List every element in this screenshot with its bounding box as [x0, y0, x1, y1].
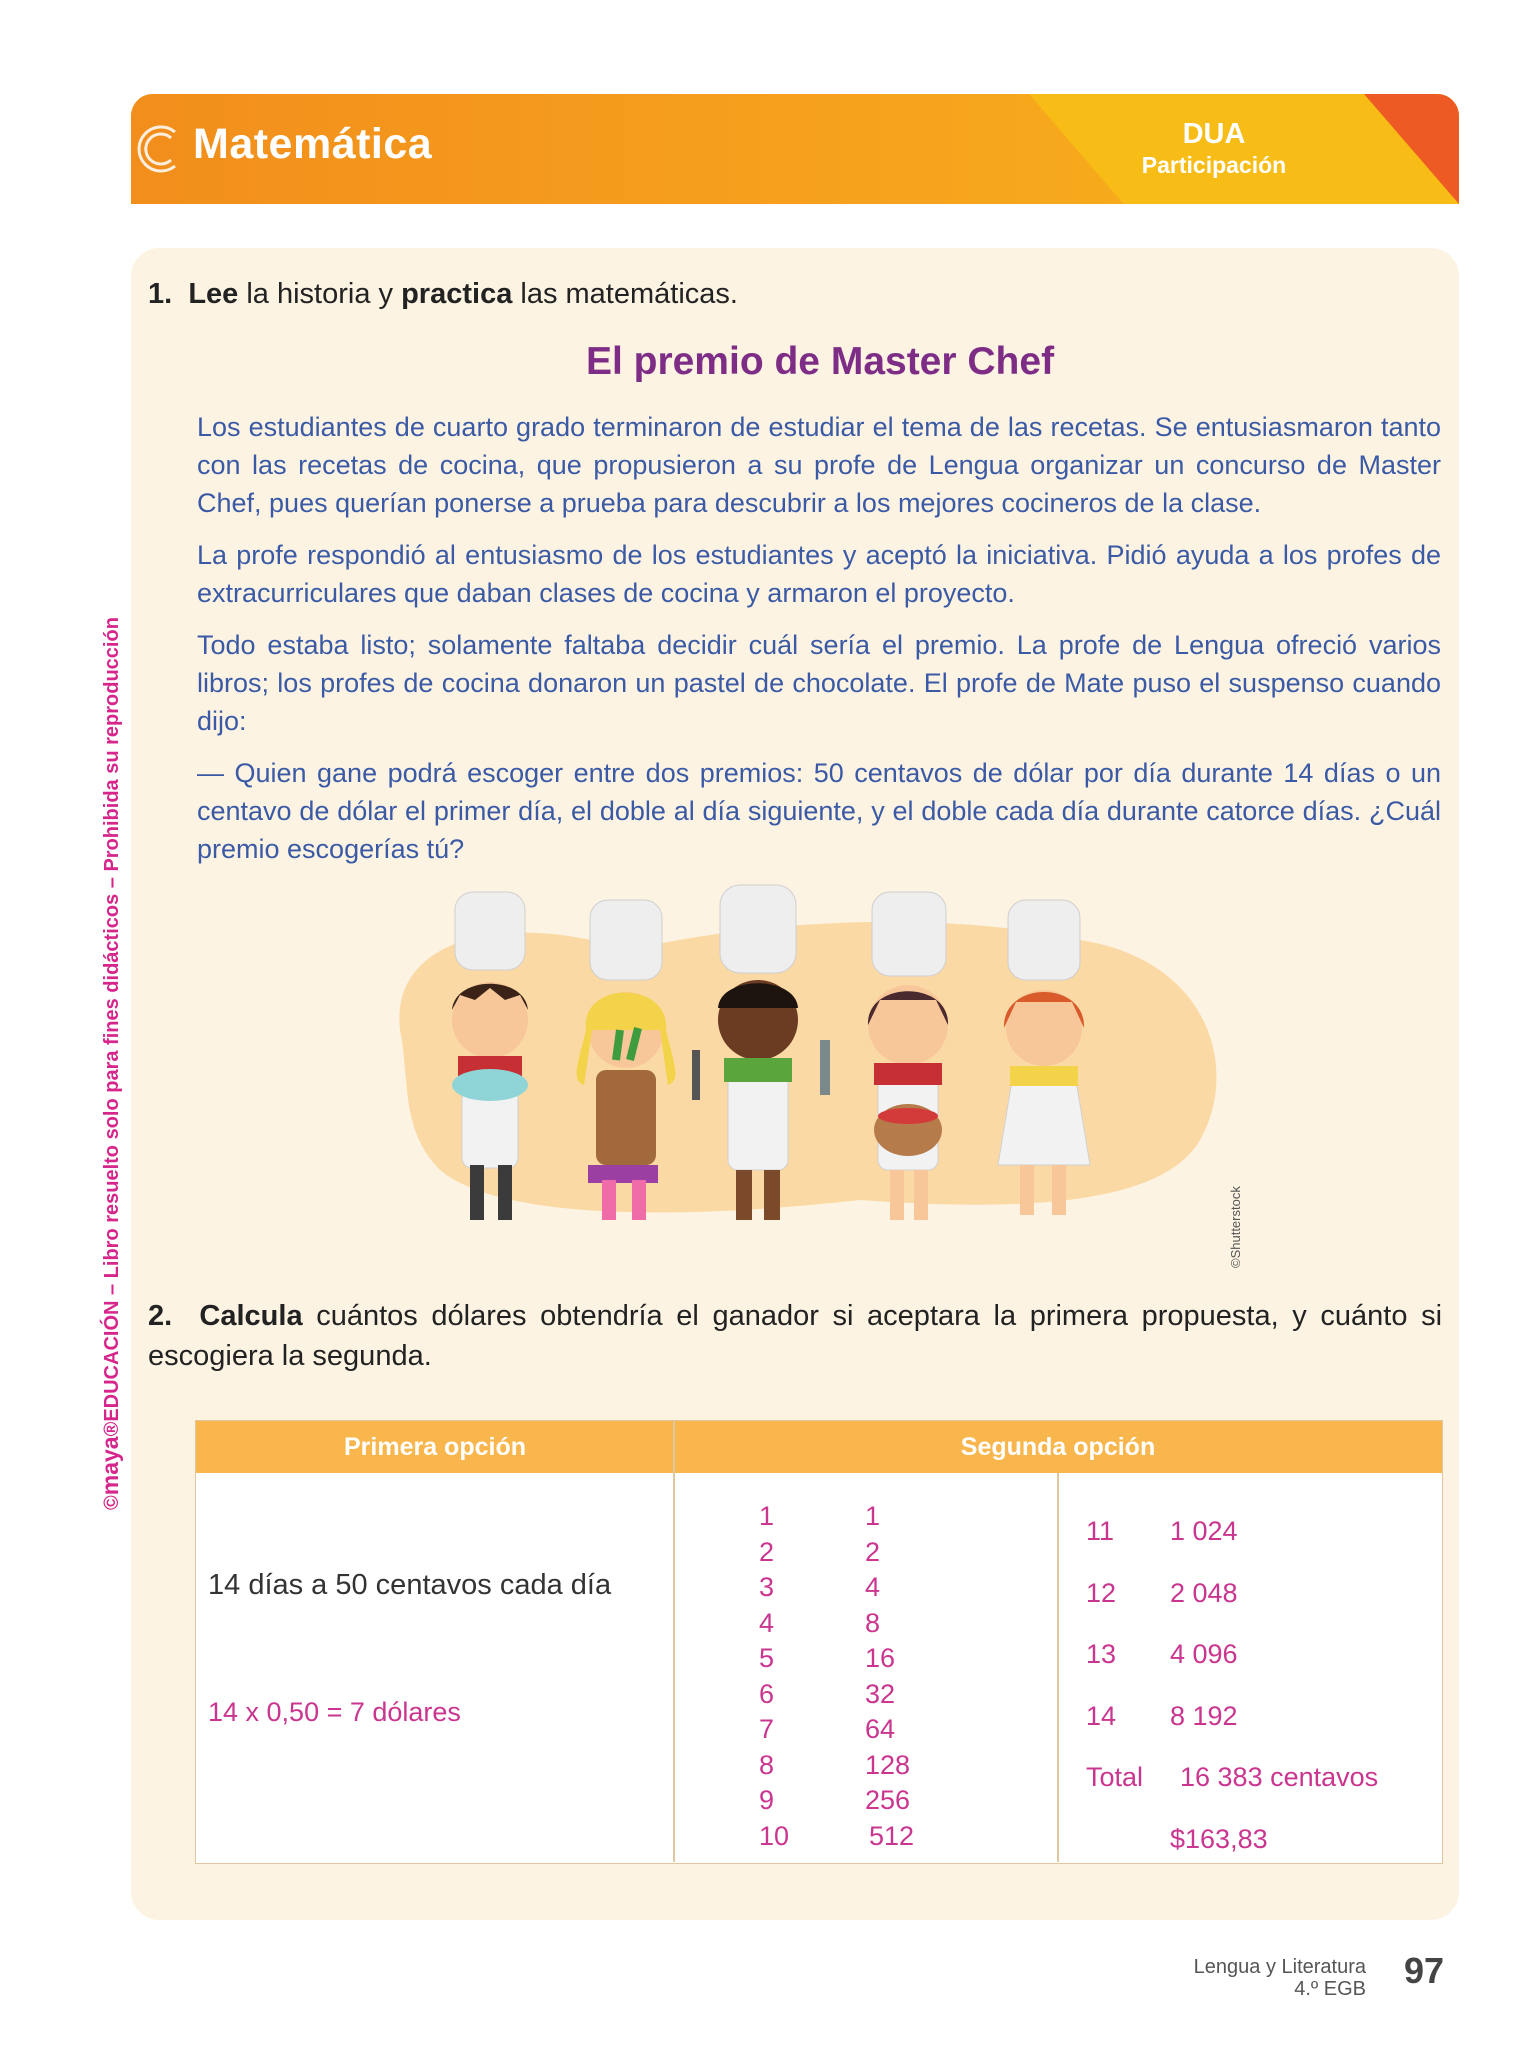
story-paragraph: La profe respondió al entusiasmo de los estudiantes y aceptó la iniciativa. Pidió ayuda a los profes de extracurriculares que daban clases de cocina y armaron el proyecto. [197, 540, 1441, 608]
cents-cell: 2 048 [1170, 1577, 1238, 1608]
header-first-option: Primera opción [344, 1433, 526, 1461]
copyright-note: ©maya®EDUCACIÓN – Libro resuelto solo para fines didácticos – Prohibida su reproducción [97, 617, 123, 1510]
column-divider [1057, 1473, 1059, 1862]
question-2 [148, 1296, 1442, 1376]
story-body [197, 408, 1441, 882]
day-cell: 10 [759, 1820, 790, 1851]
cents-cell: 4 096 [1170, 1639, 1238, 1669]
child-chefs-illustration [380, 880, 1240, 1270]
cents-cell: 256 [865, 1785, 911, 1815]
day-cell: 3 [759, 1572, 775, 1602]
days-column [759, 1499, 789, 1854]
total-cents: 16 383 centavos [1180, 1762, 1379, 1792]
subject-title: Matemática [193, 120, 433, 168]
cents-cell: 2 [865, 1536, 881, 1567]
day-cell: 1 [759, 1501, 775, 1531]
column-divider [673, 1421, 675, 1862]
cents-cell: 8 [865, 1607, 881, 1638]
page-number: 97 [1404, 1950, 1445, 1991]
day-cell: 4 [759, 1607, 775, 1638]
subject-header [131, 94, 1459, 204]
story-title: El premio de Master Chef [585, 340, 1055, 383]
day-cell: 2 [759, 1536, 775, 1567]
subject-c-icon [135, 122, 179, 176]
dua-label [1114, 118, 1314, 180]
story-paragraph: Los estudiantes de cuarto grado terminaron de estudiar el tema de las recetas. Se entusiasmaron tanto con las recetas de cocina, que propusieron a su profe de Lengua organizar un concurso de Master Chef, pues querían ponerse a prueba para descubrir a los mejores cocineros de la clase. [197, 412, 1441, 518]
cents-column [865, 1499, 914, 1854]
cents-cell: 128 [865, 1749, 911, 1780]
grade-level: 4.º EGB [1294, 1978, 1366, 2000]
cents-cell: 4 [865, 1572, 881, 1602]
subject-name: Lengua y Literatura [1193, 1956, 1366, 1978]
q2-verb: Calcula [199, 1300, 303, 1332]
q2-text: cuántos dólares obtendría el ganador si aceptara la primera propuesta, y cuánto si escogiera la segunda. [148, 1300, 1443, 1372]
question-1 [148, 278, 738, 311]
cents-cell: 32 [865, 1678, 896, 1709]
answer-table [195, 1420, 1443, 1864]
day-cell: 8 [759, 1749, 775, 1780]
cents-cell: 1 024 [1170, 1516, 1238, 1546]
q1-text-mid: la historia y [246, 278, 394, 310]
first-option-description: 14 días a 50 centavos cada día [208, 1569, 612, 1601]
q2-number: 2. [148, 1300, 173, 1332]
day-cell: 11 [1086, 1516, 1115, 1546]
copyright-text: EDUCACIÓN – Libro resuelto solo para fines didácticos – Prohibida su reproducción [101, 617, 123, 1422]
day-cell: 14 [1086, 1700, 1117, 1731]
day-cell: 6 [759, 1678, 775, 1709]
image-credit: ©Shutterstock [1228, 1186, 1243, 1268]
header-second-option: Segunda opción [960, 1433, 1156, 1461]
day-cell: 7 [759, 1714, 775, 1744]
q1-verb-read: Lee [188, 278, 239, 310]
dua-title: DUA [1182, 118, 1246, 150]
total-dollars: $163,83 [1170, 1823, 1268, 1854]
publisher-brand: maya [97, 1436, 123, 1496]
total-label: Total [1086, 1762, 1144, 1792]
cents-cell: 512 [869, 1820, 915, 1851]
q1-number: 1. [148, 278, 173, 310]
cents-cell: 8 192 [1170, 1700, 1238, 1731]
q1-text-end: las matemáticas. [520, 278, 738, 310]
day-cell: 9 [759, 1785, 775, 1815]
cents-cell: 64 [865, 1714, 896, 1744]
day-cell: 5 [759, 1643, 775, 1673]
day-cell: 13 [1086, 1639, 1117, 1669]
first-option-calculation: 14 x 0,50 = 7 dólares [208, 1697, 461, 1727]
footer-subject [1194, 1956, 1366, 2000]
dua-subtitle: Participación [1141, 152, 1287, 178]
q1-verb-practice: practica [401, 278, 513, 310]
cents-cell: 1 [865, 1501, 881, 1531]
story-paragraph: Todo estaba listo; solamente faltaba decidir cuál sería el premio. La profe de Lengua ofreció varios libros; los profes de cocina donaron un pastel de chocolate. El profe de Mate puso el suspenso cuando dijo: [197, 630, 1441, 736]
day-cell: 12 [1086, 1577, 1117, 1608]
cents-cell: 16 [865, 1643, 896, 1673]
story-paragraph: — Quien gane podrá escoger entre dos premios: 50 centavos de dólar por día durante 14 días o un centavo de dólar el primer día, el doble al día siguiente, y el doble cada día durante catorce días. ¿Cuál premio escogerías tú? [197, 758, 1441, 864]
